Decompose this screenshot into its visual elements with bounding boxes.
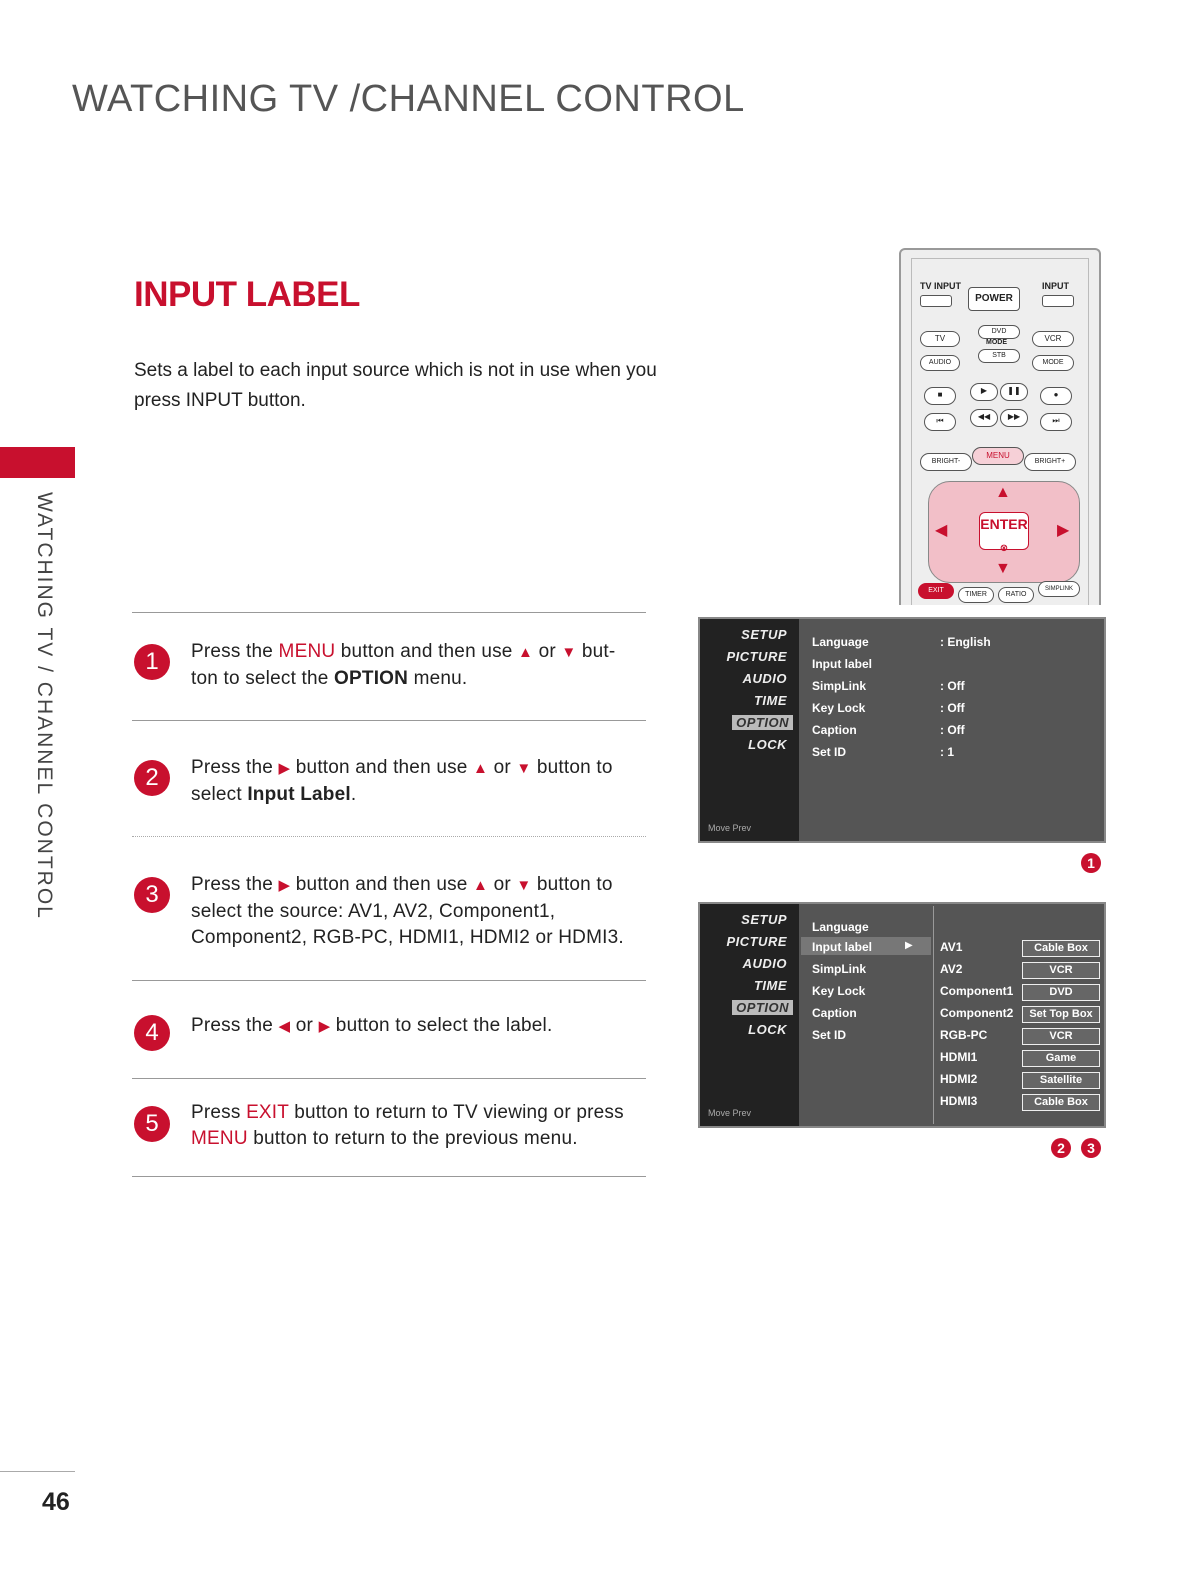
rewind-icon: ◀◀ <box>977 412 991 421</box>
up-arrow-icon: ▲ <box>473 877 489 894</box>
osd-menu-option: OPTION <box>732 715 793 730</box>
osd-source-name: HDMI3 <box>940 1094 978 1108</box>
pause-icon: ❚❚ <box>1007 386 1021 395</box>
osd-item-name: Input label <box>812 940 872 954</box>
osd-input-label-menu <box>698 902 1106 1128</box>
text: Press <box>191 1102 241 1123</box>
record-button <box>1040 387 1072 405</box>
right-arrow-icon: ▶ <box>1057 522 1070 539</box>
osd-item-value: : Off <box>940 701 965 715</box>
osd-menu-audio: AUDIO <box>742 671 787 686</box>
step-4-text <box>191 1013 643 1040</box>
power-button: POWER <box>968 287 1020 311</box>
osd-source-label: Cable Box <box>1022 940 1100 957</box>
osd-sidebar <box>700 904 799 1126</box>
simplink-button: SIMPLINK <box>1038 581 1080 597</box>
skip-back-icon: ⏮ <box>936 416 944 425</box>
osd-menu-picture: PICTURE <box>726 649 787 664</box>
mode-button: MODE <box>1032 355 1074 371</box>
input-label: INPUT <box>1042 281 1069 291</box>
osd-source-label: Satellite <box>1022 1072 1100 1089</box>
osd-menu-time: TIME <box>753 693 787 708</box>
divider-dotted <box>132 836 646 837</box>
step-number-1: 1 <box>134 644 170 680</box>
osd-menu-picture: PICTURE <box>726 934 787 949</box>
bright-plus-button: BRIGHT+ <box>1024 453 1076 471</box>
mode-label: MODE <box>986 339 1007 346</box>
bright-minus-button: BRIGHT- <box>920 453 972 471</box>
intro-line-1: Sets a label to each input source which is not in use when you <box>134 360 657 381</box>
audio-mode-button: AUDIO <box>920 355 960 371</box>
osd-sidebar <box>700 619 799 841</box>
intro-button: button. <box>247 390 306 411</box>
osd-footer: Move Prev <box>708 1108 752 1118</box>
down-arrow-icon: ▼ <box>516 877 532 894</box>
text: or <box>538 641 556 662</box>
stop-button <box>924 387 956 405</box>
right-arrow-icon: ▶ <box>278 760 291 777</box>
osd-item-value: : English <box>940 635 991 649</box>
text: Press the <box>191 641 274 662</box>
osd-column-divider <box>933 906 934 1124</box>
step-1-text <box>191 639 643 692</box>
option-keyword: OPTION <box>334 668 409 689</box>
osd-item-name: Language <box>812 920 869 934</box>
intro-press: press <box>134 390 181 411</box>
input-label-keyword: Input Label <box>247 784 351 805</box>
down-arrow-icon: ▼ <box>561 644 577 661</box>
osd-option-menu <box>698 617 1106 843</box>
text: button to return to TV viewing or press <box>294 1102 624 1123</box>
osd-source-label: VCR <box>1022 962 1100 979</box>
fast-forward-button <box>1000 409 1028 427</box>
divider <box>132 720 646 721</box>
osd-source-label: Cable Box <box>1022 1094 1100 1111</box>
record-icon: ● <box>1053 390 1059 399</box>
skip-forward-icon: ⏭ <box>1052 416 1060 425</box>
right-arrow-icon: ▶ <box>278 877 291 894</box>
osd-source-label: Set Top Box <box>1022 1006 1100 1023</box>
remote-body <box>911 258 1089 605</box>
exit-keyword: EXIT <box>246 1102 289 1123</box>
osd-menu-option: OPTION <box>732 1000 793 1015</box>
up-arrow-icon: ▲ <box>995 484 1011 501</box>
enter-button <box>979 512 1029 554</box>
divider <box>132 612 646 613</box>
enter-dot-icon: ⊗ <box>999 543 1009 554</box>
tv-mode-button: TV <box>920 331 960 347</box>
step-number-4: 4 <box>134 1015 170 1051</box>
vcr-mode-button: VCR <box>1032 331 1074 347</box>
osd-source-name: Component2 <box>940 1006 1014 1020</box>
step-5-text <box>191 1100 643 1152</box>
down-arrow-icon: ▼ <box>516 760 532 777</box>
text: or <box>493 757 511 778</box>
right-arrow-icon: ▶ <box>318 1018 331 1035</box>
text: button and then use <box>295 874 468 895</box>
osd-item-name: SimpLink <box>812 679 867 693</box>
figure-badge-1: 1 <box>1081 853 1101 873</box>
osd-source-name: AV1 <box>940 940 963 954</box>
osd-item-value: : Off <box>940 723 965 737</box>
text: button to <box>536 757 613 778</box>
page-number: 46 <box>42 1488 70 1516</box>
osd-menu-lock: LOCK <box>748 1022 787 1037</box>
tv-input-button <box>920 295 952 307</box>
footer-rule <box>0 1471 75 1472</box>
side-tab-bar <box>0 447 75 478</box>
stop-icon: ■ <box>937 390 943 399</box>
osd-source-name: Component1 <box>940 984 1014 998</box>
osd-menu-audio: AUDIO <box>742 956 787 971</box>
osd-source-name: RGB-PC <box>940 1028 988 1042</box>
osd-item-value: : 1 <box>940 745 955 759</box>
osd-menu-time: TIME <box>753 978 787 993</box>
pause-button <box>1000 383 1028 401</box>
osd-item-value: : Off <box>940 679 965 693</box>
remote-control-illustration <box>899 248 1101 605</box>
timer-button: TIMER <box>958 587 994 603</box>
tv-input-label: TV INPUT <box>920 281 962 291</box>
dvd-mode-button: DVD <box>978 325 1020 339</box>
osd-source-label: Game <box>1022 1050 1100 1067</box>
left-arrow-icon: ◀ <box>278 1018 291 1035</box>
osd-footer: Move Prev <box>708 823 752 833</box>
play-button <box>970 383 998 401</box>
up-arrow-icon: ▲ <box>518 644 534 661</box>
osd-menu-lock: LOCK <box>748 737 787 752</box>
page-title: WATCHING TV /CHANNEL CONTROL <box>72 78 745 120</box>
osd-item-name: SimpLink <box>812 962 867 976</box>
down-arrow-icon: ▼ <box>995 560 1011 577</box>
osd-source-name: HDMI1 <box>940 1050 978 1064</box>
text: or <box>295 1015 314 1036</box>
text: or <box>493 874 511 895</box>
enter-label: ENTER <box>980 516 1028 532</box>
osd-item-name: Key Lock <box>812 984 866 998</box>
step-3-text <box>191 872 643 951</box>
text: but- <box>581 641 616 662</box>
text: menu. <box>413 668 468 689</box>
step-2-text <box>191 755 643 808</box>
menu-keyword: MENU <box>278 641 336 662</box>
osd-source-name: AV2 <box>940 962 963 976</box>
exit-button: EXIT <box>918 583 954 599</box>
left-arrow-icon: ◀ <box>935 522 948 539</box>
text: ton to select the <box>191 668 329 689</box>
intro-input: INPUT <box>185 390 243 411</box>
osd-menu-setup: SETUP <box>741 627 787 642</box>
osd-item-name: Key Lock <box>812 701 866 715</box>
rewind-button <box>970 409 998 427</box>
osd-source-name: HDMI2 <box>940 1072 978 1086</box>
text: Press the <box>191 1015 274 1036</box>
step-number-3: 3 <box>134 877 170 913</box>
divider <box>132 980 646 981</box>
divider <box>132 1176 646 1177</box>
divider <box>132 1078 646 1079</box>
text: . <box>350 784 357 805</box>
figure-badge-2: 2 <box>1051 1138 1071 1158</box>
side-tab-label: WATCHING TV / CHANNEL CONTROL <box>33 492 56 920</box>
osd-item-name: Caption <box>812 723 857 737</box>
navigation-pad <box>928 481 1080 583</box>
text: select the source: AV1, AV2, Component1, <box>191 901 556 922</box>
text: button to <box>536 874 613 895</box>
step-number-2: 2 <box>134 760 170 796</box>
text: button to select the label. <box>335 1015 553 1036</box>
osd-item-name: Caption <box>812 1006 857 1020</box>
osd-item-name: Set ID <box>812 1028 847 1042</box>
osd-item-name: Language <box>812 635 869 649</box>
text: Component2, RGB-PC, HDMI1, HDMI2 or HDMI3. <box>191 927 624 948</box>
ratio-button: RATIO <box>998 587 1034 603</box>
up-arrow-icon: ▲ <box>473 760 489 777</box>
section-title: INPUT LABEL <box>134 275 360 314</box>
osd-item-name: Input label <box>812 657 872 671</box>
play-icon: ▶ <box>980 386 988 395</box>
text: Press the <box>191 757 274 778</box>
osd-item-name: Set ID <box>812 745 847 759</box>
text: Press the <box>191 874 274 895</box>
menu-button: MENU <box>972 447 1024 465</box>
text: select <box>191 784 242 805</box>
fast-forward-icon: ▶▶ <box>1007 412 1021 421</box>
intro-text <box>134 356 694 416</box>
osd-source-label: VCR <box>1022 1028 1100 1045</box>
text: button to return to the previous menu. <box>253 1128 578 1149</box>
figure-badge-3: 3 <box>1081 1138 1101 1158</box>
step-number-5: 5 <box>134 1106 170 1142</box>
osd-source-label: DVD <box>1022 984 1100 1001</box>
stb-mode-button: STB <box>978 349 1020 363</box>
text: button and then use <box>295 757 468 778</box>
skip-back-button <box>924 413 956 431</box>
menu-keyword: MENU <box>191 1128 248 1149</box>
osd-menu-setup: SETUP <box>741 912 787 927</box>
input-button <box>1042 295 1074 307</box>
right-arrow-icon: ▶ <box>905 940 913 951</box>
text: button and then use <box>340 641 513 662</box>
skip-forward-button <box>1040 413 1072 431</box>
